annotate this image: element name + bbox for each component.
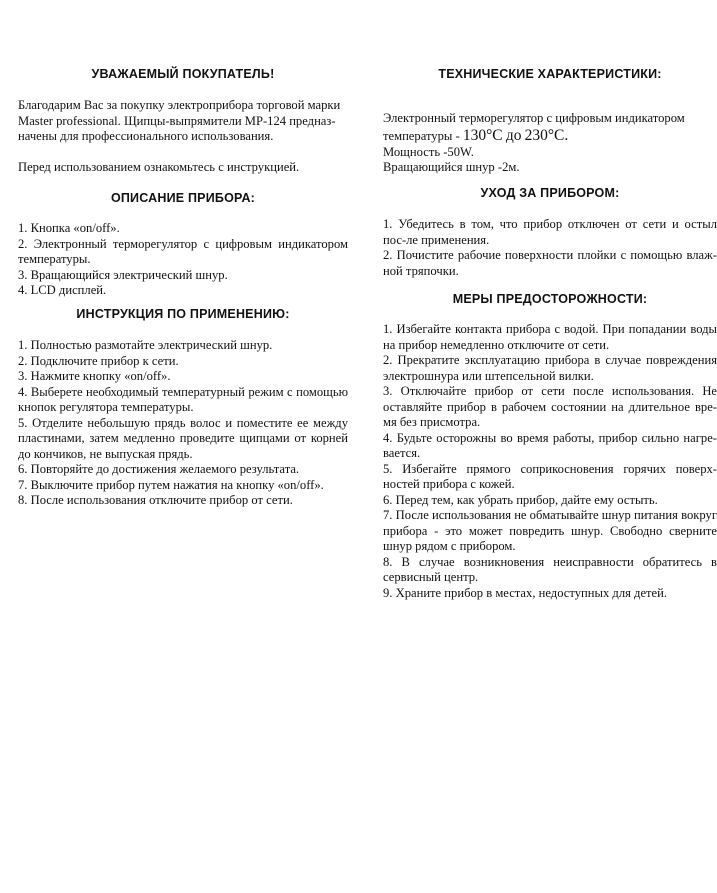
spec-temp-label: температуры -	[383, 128, 460, 143]
list-item: 1. Кнопка «on/off».	[18, 221, 120, 235]
list-item: 5. Избегайте прямого соприкосновения горячих поверх-ностей прибора с кожей.	[383, 461, 717, 491]
list-item: 2. Прекратите эксплуатацию прибора в случае повреждения электрошнура или штепсельной вилки.	[383, 353, 717, 383]
spec-temp-from: 130°С	[462, 126, 503, 144]
spec-cord: Вращающийся шнур -2м.	[383, 160, 520, 174]
list-item: 2. Электронный терморегулятор с цифровым индикатором температуры.	[18, 236, 348, 266]
list-item: 7. После использования не обматывайте шнур питания вокруг прибора - это может повредить шнур. Свободно сверните шнур рядом с прибором.	[383, 508, 717, 553]
safety-title: МЕРЫ ПРЕДОСТОРОЖНОСТИ:	[452, 292, 648, 306]
spec-temp-to: 230°С.	[524, 126, 569, 144]
intro-line: Благодарим Вас за покупку электроприбора торговой марки	[18, 98, 341, 112]
list-item: 1. Убедитесь в том, что прибор отключен от сети и остыл пос-ле применения.	[383, 217, 717, 247]
instructions-list	[18, 338, 348, 509]
list-item: 5. Отделите небольшую прядь волос и поместите ее между пластинами, затем медленно проведите щипцами от корней до кончиков, не выпуская прядь.	[18, 415, 348, 461]
list-item: 2. Подключите прибор к сети.	[18, 353, 179, 368]
list-item: 3. Нажмите кнопку «on/off».	[18, 369, 171, 383]
list-item: 1. Избегайте контакта прибора с водой. При попадании воды на прибор немедленно отключите от сети.	[383, 322, 717, 352]
description-list	[18, 221, 348, 299]
spec-temp-mid: до	[505, 126, 522, 144]
list-item: 7. Выключите прибор путем нажатия на кнопку «on/off».	[18, 477, 324, 492]
list-item: 8. После использования отключите прибор от сети.	[18, 493, 293, 507]
list-item: 2. Почистите рабочие поверхности плойки с помощью влаж-ной тряпочки.	[383, 248, 717, 278]
safety-list	[383, 322, 717, 601]
tech-specs	[383, 111, 717, 176]
list-item: 4. LCD дисплей.	[18, 283, 107, 297]
spec-line: Электронный терморегулятор с цифровым индикатором	[383, 111, 685, 125]
list-item: 4. Будьте осторожны во время работы, прибор сильно нагре-вается.	[383, 430, 717, 460]
tech-specs-title: ТЕХНИЧЕСКИЕ ХАРАКТЕРИСТИКИ:	[438, 67, 662, 81]
list-item: 1. Полностью размотайте электрический шнур.	[18, 338, 273, 352]
care-list	[383, 217, 717, 279]
list-item: 3. Отключайте прибор от сети после использования. Не оставляйте прибор в рабочем состоянии на длительное вре-мя без присмотра.	[383, 384, 717, 429]
intro-line: Master professional. Щипцы-выпрямители МР-124 предназ-	[18, 113, 336, 128]
description-title: ОПИСАНИЕ ПРИБОРА:	[110, 191, 256, 205]
greeting-title: УВАЖАЕМЫЙ ПОКУПАТЕЛЬ!	[91, 67, 275, 81]
list-item: 6. Перед тем, как убрать прибор, дайте ему остыть.	[383, 492, 658, 507]
intro-line: начены для профессионального использования.	[18, 129, 274, 143]
spec-power: Мощность -50W.	[383, 144, 474, 159]
list-item: 4. Выберете необходимый температурный режим с помощью кнопок регулятора температуры.	[18, 384, 348, 414]
care-title: УХОД ЗА ПРИБОРОМ:	[480, 186, 620, 200]
list-item: 8. В случае возникновения неисправности обратитесь в сервисный центр.	[383, 554, 717, 584]
read-instructions-note: Перед использованием ознакомьтесь с инструкцией.	[18, 160, 300, 174]
list-item: 6. Повторяйте до достижения желаемого результата.	[18, 462, 300, 476]
intro-paragraph	[18, 98, 348, 145]
instructions-title: ИНСТРУКЦИЯ ПО ПРИМЕНЕНИЮ:	[76, 307, 290, 321]
list-item: 3. Вращающийся электрический шнур.	[18, 267, 228, 282]
list-item: 9. Храните прибор в местах, недоступных для детей.	[383, 585, 668, 600]
spec-temperature	[383, 127, 717, 145]
